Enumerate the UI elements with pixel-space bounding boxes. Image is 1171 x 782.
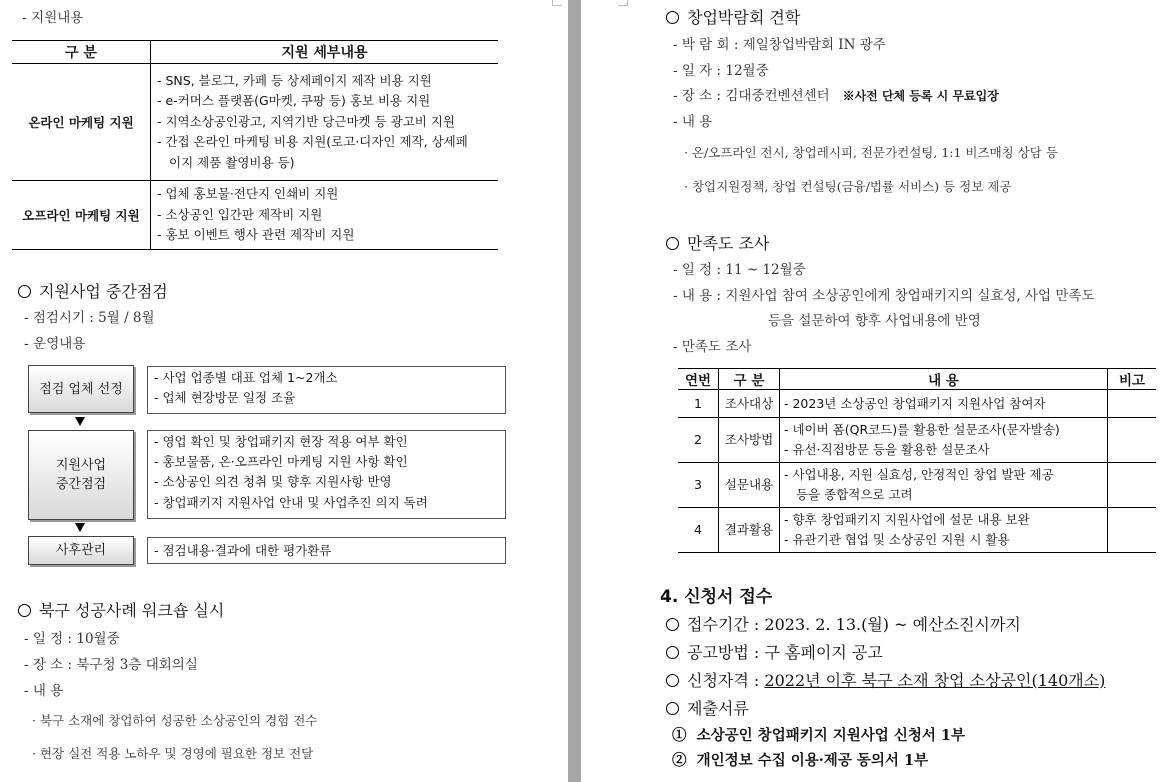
flow-step-followup: 사후관리 bbox=[28, 536, 134, 565]
apply-docs-label: 제출서류 bbox=[666, 696, 749, 719]
workshop-date: - 일 정 : 10월중 bbox=[24, 631, 120, 647]
circle-bullet-icon bbox=[666, 646, 679, 659]
table-row bbox=[12, 181, 498, 250]
flow-detail-item: - 홍보물품, 온·오프라인 마케팅 지원 사항 확인 bbox=[154, 454, 408, 470]
row-label-online: 온라인 마케팅 지원 bbox=[12, 64, 151, 181]
flow-detail-item: - 점검내용·결과에 대한 평가환류 bbox=[154, 543, 332, 558]
midcheck-operation: - 운영내용 bbox=[24, 336, 86, 352]
table-header-note: 비고 bbox=[1108, 369, 1157, 390]
apply-method: 공고방법 : 구 홈페이지 공고 bbox=[666, 640, 883, 663]
apply-doc-item: ① 소상공인 창업패키지 지원사업 신청서 1부 bbox=[672, 727, 966, 744]
table-row bbox=[12, 64, 498, 181]
apply-heading: 4. 신청서 접수 bbox=[660, 587, 773, 607]
circle-bullet-icon bbox=[666, 618, 679, 631]
flow-detail-item: - 창업패키지 지원사업 안내 및 사업추진 의지 독려 bbox=[154, 494, 428, 510]
flow-arrow-down-icon bbox=[75, 523, 85, 532]
circle-bullet-icon bbox=[666, 237, 679, 250]
flow-step-select-details bbox=[147, 366, 506, 414]
table-row: 1 조사대상 - 2023년 소상공인 창업패키지 지원사업 참여자 bbox=[678, 390, 1156, 418]
flow-step-select: 점검 업체 선정 bbox=[28, 365, 134, 413]
circle-bullet-icon bbox=[666, 702, 679, 715]
circle-bullet-icon bbox=[666, 674, 679, 687]
workshop-title: 북구 성공사례 워크숍 실시 bbox=[18, 598, 224, 621]
detail-item: - 지역소상공인광고, 지역기반 당근마켓 등 광고비 지원 bbox=[157, 113, 455, 129]
table-row: 2 조사방법 - 네이버 폼(QR코드)를 활용한 설문조사(문자발송) - 유선·직접방문 등을 활용한 설문조사 bbox=[678, 418, 1156, 463]
expo-date: - 일 자 : 12월중 bbox=[673, 63, 769, 79]
circle-bullet-icon bbox=[666, 11, 679, 24]
survey-table bbox=[678, 368, 1156, 553]
table-header-category: 구 분 bbox=[12, 41, 151, 64]
detail-item: - 소상공인 입간판 제작비 지원 bbox=[157, 206, 323, 222]
detail-item: - e-커머스 플랫폼(G마켓, 쿠팡 등) 홍보 비용 지원 bbox=[157, 93, 431, 109]
apply-qualification: 신청자격 : 2022년 이후 북구 소재 창업 소상공인(140개소) bbox=[666, 668, 1105, 691]
table-header-detail: 지원 세부내용 bbox=[151, 41, 499, 64]
detail-item: - SNS, 블로그, 카페 등 상세페이지 제작 비용 지원 bbox=[157, 72, 432, 88]
expo-content-label: - 내 용 bbox=[673, 114, 713, 130]
expo-title: 창업박람회 견학 bbox=[666, 5, 800, 28]
support-content-heading: - 지원내용 bbox=[22, 10, 84, 26]
flow-arrow-down-icon bbox=[75, 417, 85, 426]
page-corner-mark bbox=[552, 5, 562, 6]
survey-content-cont: 등을 설문하여 향후 사업내용에 반영 bbox=[768, 313, 981, 329]
circle-bullet-icon bbox=[18, 285, 31, 298]
survey-title: 만족도 조사 bbox=[666, 231, 769, 254]
row-label-offline: 오프라인 마케팅 지원 bbox=[12, 181, 151, 250]
table-header-content: 내 용 bbox=[780, 369, 1108, 390]
detail-item: - 업체 홍보물·전단지 인쇄비 지원 bbox=[157, 186, 339, 201]
apply-period: 접수기간 : 2023. 2. 13.(월) ~ 예산소진시까지 bbox=[666, 612, 1021, 635]
page-corner-mark bbox=[618, 5, 628, 6]
expo-place-note: ※사전 단체 등록 시 무료입장 bbox=[842, 89, 999, 103]
document-page-left bbox=[0, 0, 568, 782]
midcheck-title: 지원사업 중간점검 bbox=[18, 279, 168, 302]
detail-item: - 홍보 이벤트 행사 관련 제작비 지원 bbox=[157, 227, 355, 243]
survey-date: - 일 정 : 11 ~ 12월중 bbox=[673, 262, 806, 278]
survey-sub-heading: - 만족도 조사 bbox=[673, 339, 752, 355]
flow-step-midcheck-details bbox=[147, 430, 506, 519]
flow-detail-item: - 영업 확인 및 창업패키지 현장 적용 여부 확인 bbox=[154, 434, 408, 449]
flow-detail-item: - 소상공인 의견 청취 및 향후 지원사항 반영 bbox=[154, 474, 392, 490]
expo-bullet: · 창업지원정책, 창업 컨설팅(금융/법률 서비스) 등 정보 제공 bbox=[684, 179, 1012, 194]
flow-step-followup-details bbox=[147, 537, 506, 564]
expo-place: - 장 소 : 김대중컨벤션센터 ※사전 단체 등록 시 무료입장 bbox=[673, 88, 999, 104]
midcheck-period: - 점검시기 : 5월 / 8월 bbox=[24, 310, 155, 326]
circle-bullet-icon bbox=[18, 604, 31, 617]
detail-item: 이지 제품 촬영비용 등) bbox=[169, 154, 295, 170]
table-header-type: 구 분 bbox=[719, 369, 780, 390]
expo-event: - 박 람 회 : 제일창업박람회 IN 광주 bbox=[673, 37, 886, 53]
workshop-bullet: · 북구 소재에 창업하여 성공한 소상공인의 경험 전수 bbox=[32, 713, 318, 728]
survey-content: - 내 용 : 지원사업 참여 소상공인에게 창업패키지의 실효성, 사업 만족도 bbox=[673, 288, 1095, 304]
workshop-bullet: · 현장 실전 적용 노하우 및 경영에 필요한 정보 전달 bbox=[32, 746, 314, 761]
flow-detail-item: - 사업 업종별 대표 업체 1~2개소 bbox=[154, 370, 338, 385]
support-detail-table bbox=[12, 40, 498, 250]
detail-item: - 간접 온라인 마케팅 비용 지원(로고·디자인 제작, 상세페 bbox=[157, 134, 468, 150]
expo-bullet: · 온/오프라인 전시, 창업레시피, 전문가컨설팅, 1:1 비즈매칭 상담 등 bbox=[684, 145, 1058, 160]
flow-step-midcheck: 지원사업 중간점검 bbox=[28, 430, 134, 520]
table-row: 3 설문내용 - 사업내용, 지원 실효성, 안정적인 창업 발판 제공 등을 종합적으로 고려 bbox=[678, 463, 1156, 508]
workshop-place: - 장 소 : 북구청 3층 대회의실 bbox=[24, 657, 198, 673]
workshop-content-label: - 내 용 bbox=[24, 683, 64, 699]
flow-detail-item: - 업체 현장방문 일정 조율 bbox=[154, 390, 296, 406]
table-row: 4 결과활용 - 향후 창업패키지 지원사업에 설문 내용 보완 - 유관기관 협업 및 소상공인 지원 시 활용 bbox=[678, 508, 1156, 553]
table-header-no: 연번 bbox=[678, 369, 719, 390]
apply-doc-item: ② 개인정보 수집 이용·제공 동의서 1부 bbox=[672, 752, 929, 769]
